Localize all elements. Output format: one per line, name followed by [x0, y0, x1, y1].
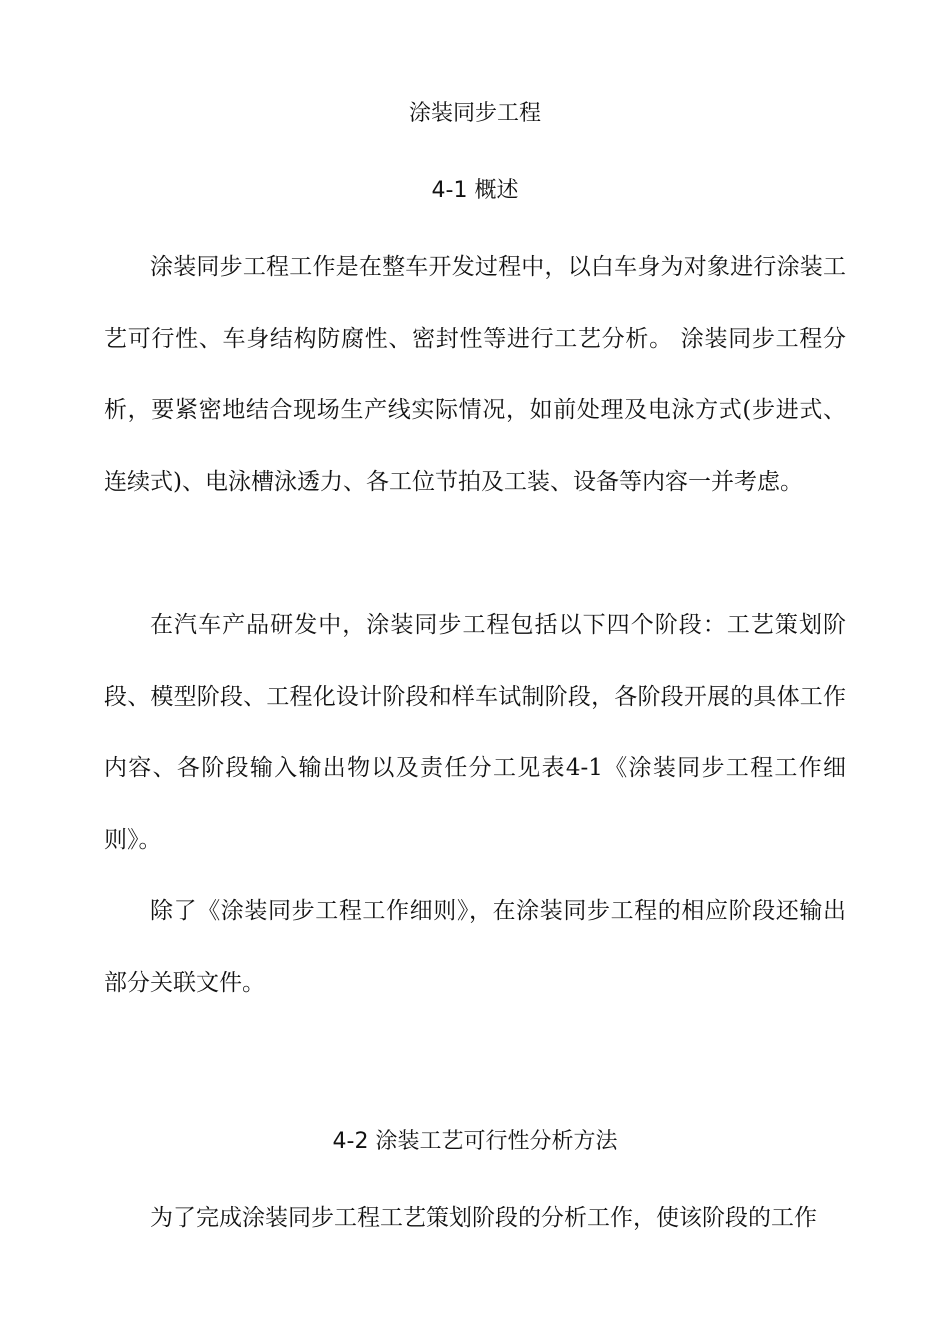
- section-heading-4-1: 4-1 概述: [431, 178, 519, 203]
- section-heading-4-2: 4-2 涂装工艺可行性分析方法: [332, 1129, 618, 1154]
- paragraph-overview-3: 除了《涂装同步工程工作细则》，在涂装同步工程的相应阶段还输出部分关联文件。: [104, 898, 846, 996]
- document-title: 涂装同步工程: [408, 101, 541, 126]
- paragraph-overview-1: 涂装同步工程工作是在整车开发过程中，以白车身为对象进行涂装工艺可行性、车身结构防腐性、密封性等进行工艺分析。 涂装同步工程分析，要紧密地结合现场生产线实际情况，如前处理及电泳方式(步进式、连续式)、电泳槽泳透力、各工位节拍及工装、设备等内容一并考虑。: [104, 254, 846, 495]
- paragraph-overview-2: 在汽车产品研发中，涂装同步工程包括以下四个阶段：工艺策划阶段、模型阶段、工程化设计阶段和样车试制阶段，各阶段开展的具体工作内容、各阶段输入输出物以及责任分工见表4-1《涂装同步工程工作细则》。: [104, 612, 846, 853]
- paragraph-feasibility-1: 为了完成涂装同步工程工艺策划阶段的分析工作，使该阶段的工作: [150, 1205, 817, 1231]
